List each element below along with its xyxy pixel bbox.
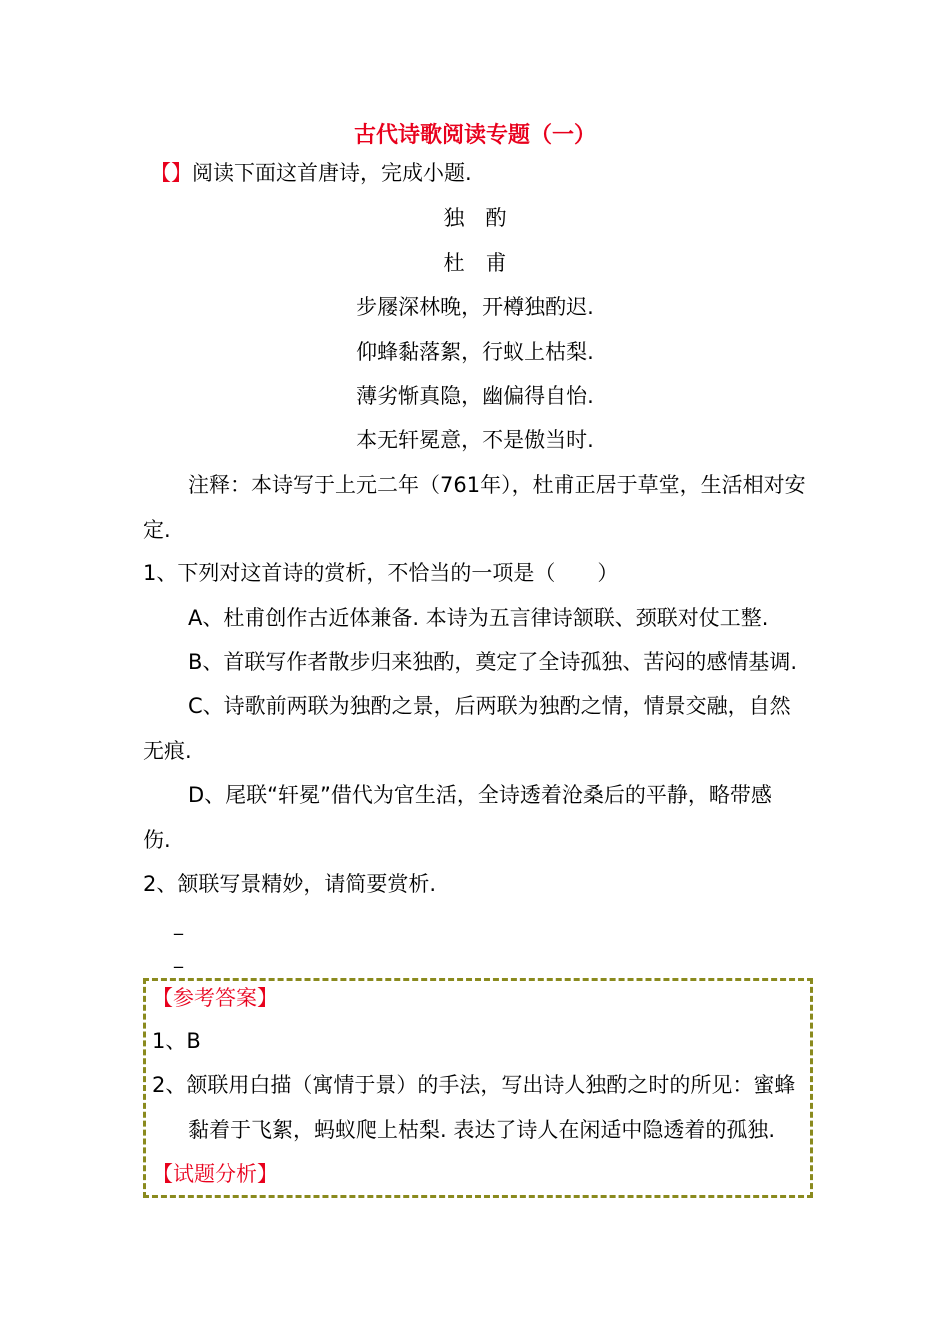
- poem-author: 杜 甫: [443, 251, 507, 275]
- answer-2-continued: 黏着于飞絮，蚂蚁爬上枯梨. 表达了诗人在闲适中隐透着的孤独.: [188, 1118, 776, 1142]
- analysis-header: 【试题分析】: [152, 1162, 278, 1186]
- option-a: A、杜甫创作古近体兼备. 本诗为五言律诗颔联、颈联对仗工整.: [188, 606, 769, 630]
- intro-bracket: 【】: [150, 161, 192, 185]
- answer-header: 【参考答案】: [152, 986, 278, 1010]
- answer-2: 2、颔联用白描（寓情于景）的手法，写出诗人独酌之时的所见：蜜蜂: [152, 1073, 796, 1097]
- poem-title: 独 酌: [443, 206, 507, 230]
- option-b: B、首联写作者散步归来独酌，奠定了全诗孤独、苦闷的感情基调.: [188, 650, 798, 674]
- intro-text: 阅读下面这首唐诗，完成小题.: [192, 161, 472, 185]
- poem-line: 薄劣惭真隐，幽偏得自怡.: [356, 384, 594, 408]
- poem-line: 步屦深林晚，开樽独酌迟.: [356, 295, 594, 319]
- poem-line: 仰蜂黏落絮，行蚁上枯梨.: [356, 340, 594, 364]
- note-line: 注释：本诗写于上元二年（761年），杜甫正居于草堂，生活相对安: [188, 473, 806, 497]
- intro-line: [150, 158, 472, 188]
- answer-1: 1、B: [152, 1029, 201, 1053]
- option-d: D、尾联“轩冕”借代为官生活，全诗透着沧桑后的平静，略带感: [188, 783, 772, 807]
- option-c-continued: 无痕.: [143, 739, 192, 763]
- question-1-stem: 1、下列对这首诗的赏析，不恰当的一项是（ ）: [143, 561, 619, 585]
- poem-line: 本无轩冕意，不是傲当时.: [356, 428, 594, 452]
- question-2-stem: 2、颔联写景精妙，请简要赏析.: [143, 872, 437, 896]
- document-title: 古代诗歌阅读专题（一）: [353, 122, 596, 148]
- answer-blank: _: [174, 948, 183, 969]
- answer-blank: _: [174, 915, 183, 936]
- option-d-continued: 伤.: [143, 828, 171, 852]
- note-line: 定.: [143, 518, 171, 542]
- option-c: C、诗歌前两联为独酌之景，后两联为独酌之情，情景交融，自然: [188, 694, 791, 718]
